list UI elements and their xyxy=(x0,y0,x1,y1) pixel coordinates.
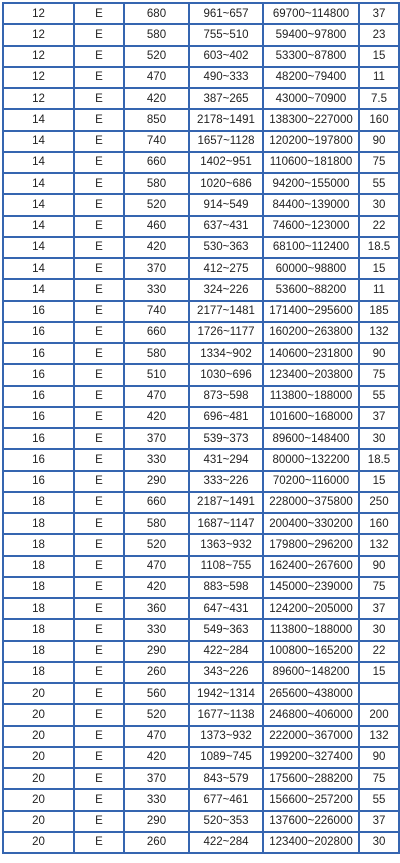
type-cell: E xyxy=(74,683,124,704)
range-a-cell: 2177~1481 xyxy=(189,301,263,322)
size-cell: 20 xyxy=(3,747,74,768)
value-cell: 470 xyxy=(124,67,189,88)
power-cell: 90 xyxy=(359,343,399,364)
size-cell: 18 xyxy=(3,577,74,598)
table-row xyxy=(3,683,399,704)
size-cell: 14 xyxy=(3,194,74,215)
range-a-cell: 1373~932 xyxy=(189,726,263,747)
value-cell: 420 xyxy=(124,88,189,109)
power-cell: 75 xyxy=(359,768,399,789)
range-b-cell: 89600~148200 xyxy=(263,662,359,683)
power-cell: 15 xyxy=(359,471,399,492)
type-cell: E xyxy=(74,386,124,407)
range-a-cell: 549~363 xyxy=(189,619,263,640)
table-row xyxy=(3,279,399,300)
type-cell: E xyxy=(74,747,124,768)
type-cell: E xyxy=(74,662,124,683)
table-row xyxy=(3,641,399,662)
range-a-cell: 914~549 xyxy=(189,194,263,215)
range-b-cell: 84400~139000 xyxy=(263,194,359,215)
range-b-cell: 120200~197800 xyxy=(263,131,359,152)
type-cell: E xyxy=(74,3,124,24)
type-cell: E xyxy=(74,131,124,152)
range-a-cell: 1402~951 xyxy=(189,152,263,173)
table-row xyxy=(3,662,399,683)
value-cell: 470 xyxy=(124,556,189,577)
value-cell: 370 xyxy=(124,768,189,789)
type-cell: E xyxy=(74,322,124,343)
value-cell: 470 xyxy=(124,386,189,407)
size-cell: 20 xyxy=(3,811,74,832)
size-cell: 16 xyxy=(3,449,74,470)
type-cell: E xyxy=(74,258,124,279)
range-b-cell: 110600~181800 xyxy=(263,152,359,173)
value-cell: 360 xyxy=(124,598,189,619)
table-row xyxy=(3,471,399,492)
table-row xyxy=(3,216,399,237)
range-b-cell: 68100~112400 xyxy=(263,237,359,258)
value-cell: 510 xyxy=(124,364,189,385)
power-cell: 75 xyxy=(359,152,399,173)
value-cell: 740 xyxy=(124,301,189,322)
type-cell: E xyxy=(74,577,124,598)
value-cell: 330 xyxy=(124,619,189,640)
table-row xyxy=(3,832,399,853)
size-cell: 16 xyxy=(3,343,74,364)
value-cell: 470 xyxy=(124,726,189,747)
range-b-cell: 48200~79400 xyxy=(263,67,359,88)
table-row xyxy=(3,301,399,322)
range-b-cell: 265600~438000 xyxy=(263,683,359,704)
range-b-cell: 156600~257200 xyxy=(263,789,359,810)
table-row xyxy=(3,789,399,810)
value-cell: 580 xyxy=(124,24,189,45)
table-row xyxy=(3,556,399,577)
value-cell: 260 xyxy=(124,662,189,683)
value-cell: 370 xyxy=(124,258,189,279)
range-a-cell: 1942~1314 xyxy=(189,683,263,704)
size-cell: 16 xyxy=(3,428,74,449)
range-a-cell: 1089~745 xyxy=(189,747,263,768)
range-b-cell: 162400~267600 xyxy=(263,556,359,577)
table-row xyxy=(3,322,399,343)
power-cell: 30 xyxy=(359,619,399,640)
table-row xyxy=(3,46,399,67)
range-b-cell: 138300~227000 xyxy=(263,109,359,130)
range-a-cell: 1108~755 xyxy=(189,556,263,577)
value-cell: 330 xyxy=(124,279,189,300)
range-b-cell: 171400~295600 xyxy=(263,301,359,322)
size-cell: 14 xyxy=(3,152,74,173)
power-cell: 23 xyxy=(359,24,399,45)
type-cell: E xyxy=(74,832,124,853)
range-a-cell: 530~363 xyxy=(189,237,263,258)
table-row xyxy=(3,598,399,619)
range-a-cell: 1030~696 xyxy=(189,364,263,385)
range-a-cell: 755~510 xyxy=(189,24,263,45)
size-cell: 14 xyxy=(3,216,74,237)
range-b-cell: 89600~148400 xyxy=(263,428,359,449)
range-a-cell: 873~598 xyxy=(189,386,263,407)
type-cell: E xyxy=(74,704,124,725)
range-b-cell: 123400~202800 xyxy=(263,832,359,853)
type-cell: E xyxy=(74,216,124,237)
type-cell: E xyxy=(74,492,124,513)
size-cell: 16 xyxy=(3,386,74,407)
size-cell: 18 xyxy=(3,556,74,577)
spec-table xyxy=(2,2,400,854)
type-cell: E xyxy=(74,619,124,640)
type-cell: E xyxy=(74,768,124,789)
size-cell: 18 xyxy=(3,492,74,513)
size-cell: 16 xyxy=(3,322,74,343)
table-row xyxy=(3,768,399,789)
type-cell: E xyxy=(74,301,124,322)
type-cell: E xyxy=(74,343,124,364)
type-cell: E xyxy=(74,534,124,555)
range-b-cell: 70200~116000 xyxy=(263,471,359,492)
type-cell: E xyxy=(74,428,124,449)
power-cell: 132 xyxy=(359,726,399,747)
value-cell: 850 xyxy=(124,109,189,130)
power-cell xyxy=(359,683,399,704)
value-cell: 520 xyxy=(124,194,189,215)
type-cell: E xyxy=(74,471,124,492)
type-cell: E xyxy=(74,237,124,258)
power-cell: 132 xyxy=(359,534,399,555)
range-b-cell: 199200~327400 xyxy=(263,747,359,768)
table-row xyxy=(3,428,399,449)
range-b-cell: 80000~132200 xyxy=(263,449,359,470)
range-a-cell: 490~333 xyxy=(189,67,263,88)
value-cell: 660 xyxy=(124,322,189,343)
power-cell: 15 xyxy=(359,46,399,67)
size-cell: 20 xyxy=(3,789,74,810)
table-row xyxy=(3,726,399,747)
range-a-cell: 422~284 xyxy=(189,641,263,662)
value-cell: 740 xyxy=(124,131,189,152)
size-cell: 18 xyxy=(3,662,74,683)
size-cell: 20 xyxy=(3,726,74,747)
range-a-cell: 333~226 xyxy=(189,471,263,492)
size-cell: 18 xyxy=(3,534,74,555)
range-b-cell: 124200~205000 xyxy=(263,598,359,619)
range-b-cell: 175600~288200 xyxy=(263,768,359,789)
range-b-cell: 145000~239000 xyxy=(263,577,359,598)
type-cell: E xyxy=(74,24,124,45)
range-b-cell: 101600~168000 xyxy=(263,407,359,428)
table-row xyxy=(3,534,399,555)
type-cell: E xyxy=(74,88,124,109)
range-b-cell: 53600~88200 xyxy=(263,279,359,300)
range-a-cell: 1334~902 xyxy=(189,343,263,364)
power-cell: 75 xyxy=(359,364,399,385)
value-cell: 580 xyxy=(124,343,189,364)
range-b-cell: 100800~165200 xyxy=(263,641,359,662)
size-cell: 16 xyxy=(3,471,74,492)
range-a-cell: 603~402 xyxy=(189,46,263,67)
table-row xyxy=(3,88,399,109)
range-b-cell: 222000~367000 xyxy=(263,726,359,747)
power-cell: 22 xyxy=(359,216,399,237)
value-cell: 520 xyxy=(124,704,189,725)
type-cell: E xyxy=(74,513,124,534)
value-cell: 520 xyxy=(124,534,189,555)
power-cell: 30 xyxy=(359,194,399,215)
range-a-cell: 647~431 xyxy=(189,598,263,619)
range-b-cell: 228000~375800 xyxy=(263,492,359,513)
power-cell: 75 xyxy=(359,577,399,598)
power-cell: 7.5 xyxy=(359,88,399,109)
value-cell: 290 xyxy=(124,811,189,832)
range-a-cell: 696~481 xyxy=(189,407,263,428)
value-cell: 330 xyxy=(124,789,189,810)
table-row xyxy=(3,619,399,640)
value-cell: 680 xyxy=(124,3,189,24)
range-a-cell: 422~284 xyxy=(189,832,263,853)
table-row xyxy=(3,109,399,130)
range-a-cell: 1020~686 xyxy=(189,173,263,194)
range-b-cell: 113800~188000 xyxy=(263,619,359,640)
range-a-cell: 961~657 xyxy=(189,3,263,24)
table-row xyxy=(3,258,399,279)
table-row xyxy=(3,364,399,385)
size-cell: 14 xyxy=(3,237,74,258)
power-cell: 55 xyxy=(359,386,399,407)
type-cell: E xyxy=(74,407,124,428)
range-a-cell: 2187~1491 xyxy=(189,492,263,513)
range-b-cell: 43000~70900 xyxy=(263,88,359,109)
type-cell: E xyxy=(74,364,124,385)
size-cell: 18 xyxy=(3,513,74,534)
value-cell: 370 xyxy=(124,428,189,449)
power-cell: 37 xyxy=(359,407,399,428)
size-cell: 20 xyxy=(3,683,74,704)
size-cell: 20 xyxy=(3,768,74,789)
power-cell: 250 xyxy=(359,492,399,513)
range-a-cell: 431~294 xyxy=(189,449,263,470)
value-cell: 330 xyxy=(124,449,189,470)
size-cell: 20 xyxy=(3,704,74,725)
range-a-cell: 343~226 xyxy=(189,662,263,683)
table-row xyxy=(3,24,399,45)
range-a-cell: 843~579 xyxy=(189,768,263,789)
size-cell: 18 xyxy=(3,641,74,662)
size-cell: 12 xyxy=(3,24,74,45)
value-cell: 420 xyxy=(124,747,189,768)
range-a-cell: 1657~1128 xyxy=(189,131,263,152)
size-cell: 14 xyxy=(3,109,74,130)
size-cell: 12 xyxy=(3,3,74,24)
range-b-cell: 200400~330200 xyxy=(263,513,359,534)
power-cell: 11 xyxy=(359,67,399,88)
range-b-cell: 160200~263800 xyxy=(263,322,359,343)
type-cell: E xyxy=(74,726,124,747)
range-b-cell: 179800~296200 xyxy=(263,534,359,555)
range-a-cell: 520~353 xyxy=(189,811,263,832)
value-cell: 260 xyxy=(124,832,189,853)
power-cell: 90 xyxy=(359,747,399,768)
type-cell: E xyxy=(74,194,124,215)
power-cell: 132 xyxy=(359,322,399,343)
range-b-cell: 123400~203800 xyxy=(263,364,359,385)
range-a-cell: 539~373 xyxy=(189,428,263,449)
type-cell: E xyxy=(74,173,124,194)
range-b-cell: 69700~114800 xyxy=(263,3,359,24)
power-cell: 160 xyxy=(359,109,399,130)
type-cell: E xyxy=(74,641,124,662)
type-cell: E xyxy=(74,598,124,619)
table-row xyxy=(3,747,399,768)
range-a-cell: 677~461 xyxy=(189,789,263,810)
power-cell: 18.5 xyxy=(359,237,399,258)
range-b-cell: 113800~188000 xyxy=(263,386,359,407)
size-cell: 16 xyxy=(3,407,74,428)
value-cell: 580 xyxy=(124,173,189,194)
power-cell: 55 xyxy=(359,173,399,194)
value-cell: 660 xyxy=(124,492,189,513)
range-a-cell: 1726~1177 xyxy=(189,322,263,343)
range-b-cell: 60000~98800 xyxy=(263,258,359,279)
table-row xyxy=(3,811,399,832)
type-cell: E xyxy=(74,789,124,810)
value-cell: 420 xyxy=(124,577,189,598)
table-row xyxy=(3,407,399,428)
table-row xyxy=(3,513,399,534)
range-b-cell: 53300~87800 xyxy=(263,46,359,67)
type-cell: E xyxy=(74,556,124,577)
table-row xyxy=(3,704,399,725)
table-row xyxy=(3,343,399,364)
power-cell: 90 xyxy=(359,556,399,577)
value-cell: 560 xyxy=(124,683,189,704)
type-cell: E xyxy=(74,67,124,88)
table-row xyxy=(3,67,399,88)
value-cell: 420 xyxy=(124,407,189,428)
power-cell: 15 xyxy=(359,662,399,683)
value-cell: 290 xyxy=(124,471,189,492)
table-row xyxy=(3,386,399,407)
power-cell: 11 xyxy=(359,279,399,300)
value-cell: 460 xyxy=(124,216,189,237)
power-cell: 30 xyxy=(359,832,399,853)
table-row xyxy=(3,194,399,215)
size-cell: 14 xyxy=(3,131,74,152)
power-cell: 160 xyxy=(359,513,399,534)
size-cell: 18 xyxy=(3,619,74,640)
range-b-cell: 140600~231800 xyxy=(263,343,359,364)
size-cell: 16 xyxy=(3,364,74,385)
power-cell: 37 xyxy=(359,598,399,619)
range-a-cell: 1687~1147 xyxy=(189,513,263,534)
size-cell: 16 xyxy=(3,301,74,322)
table-row xyxy=(3,237,399,258)
power-cell: 37 xyxy=(359,3,399,24)
power-cell: 30 xyxy=(359,428,399,449)
type-cell: E xyxy=(74,449,124,470)
power-cell: 90 xyxy=(359,131,399,152)
range-a-cell: 1363~932 xyxy=(189,534,263,555)
size-cell: 14 xyxy=(3,173,74,194)
value-cell: 520 xyxy=(124,46,189,67)
type-cell: E xyxy=(74,152,124,173)
range-a-cell: 2178~1491 xyxy=(189,109,263,130)
type-cell: E xyxy=(74,46,124,67)
power-cell: 22 xyxy=(359,641,399,662)
type-cell: E xyxy=(74,279,124,300)
size-cell: 20 xyxy=(3,832,74,853)
table-row xyxy=(3,577,399,598)
range-a-cell: 412~275 xyxy=(189,258,263,279)
size-cell: 18 xyxy=(3,598,74,619)
power-cell: 55 xyxy=(359,789,399,810)
size-cell: 14 xyxy=(3,258,74,279)
range-b-cell: 74600~123000 xyxy=(263,216,359,237)
power-cell: 200 xyxy=(359,704,399,725)
range-b-cell: 94200~155000 xyxy=(263,173,359,194)
value-cell: 660 xyxy=(124,152,189,173)
table-row xyxy=(3,152,399,173)
table-row xyxy=(3,3,399,24)
size-cell: 14 xyxy=(3,279,74,300)
range-a-cell: 883~598 xyxy=(189,577,263,598)
range-b-cell: 59400~97800 xyxy=(263,24,359,45)
type-cell: E xyxy=(74,109,124,130)
value-cell: 290 xyxy=(124,641,189,662)
size-cell: 12 xyxy=(3,88,74,109)
range-b-cell: 246800~406000 xyxy=(263,704,359,725)
power-cell: 18.5 xyxy=(359,449,399,470)
type-cell: E xyxy=(74,811,124,832)
power-cell: 15 xyxy=(359,258,399,279)
size-cell: 12 xyxy=(3,46,74,67)
table-row xyxy=(3,173,399,194)
range-a-cell: 1677~1138 xyxy=(189,704,263,725)
range-a-cell: 637~431 xyxy=(189,216,263,237)
range-a-cell: 324~226 xyxy=(189,279,263,300)
range-b-cell: 137600~226000 xyxy=(263,811,359,832)
table-row xyxy=(3,492,399,513)
power-cell: 37 xyxy=(359,811,399,832)
value-cell: 580 xyxy=(124,513,189,534)
value-cell: 420 xyxy=(124,237,189,258)
table-row xyxy=(3,449,399,470)
power-cell: 185 xyxy=(359,301,399,322)
size-cell: 12 xyxy=(3,67,74,88)
range-a-cell: 387~265 xyxy=(189,88,263,109)
table-row xyxy=(3,131,399,152)
